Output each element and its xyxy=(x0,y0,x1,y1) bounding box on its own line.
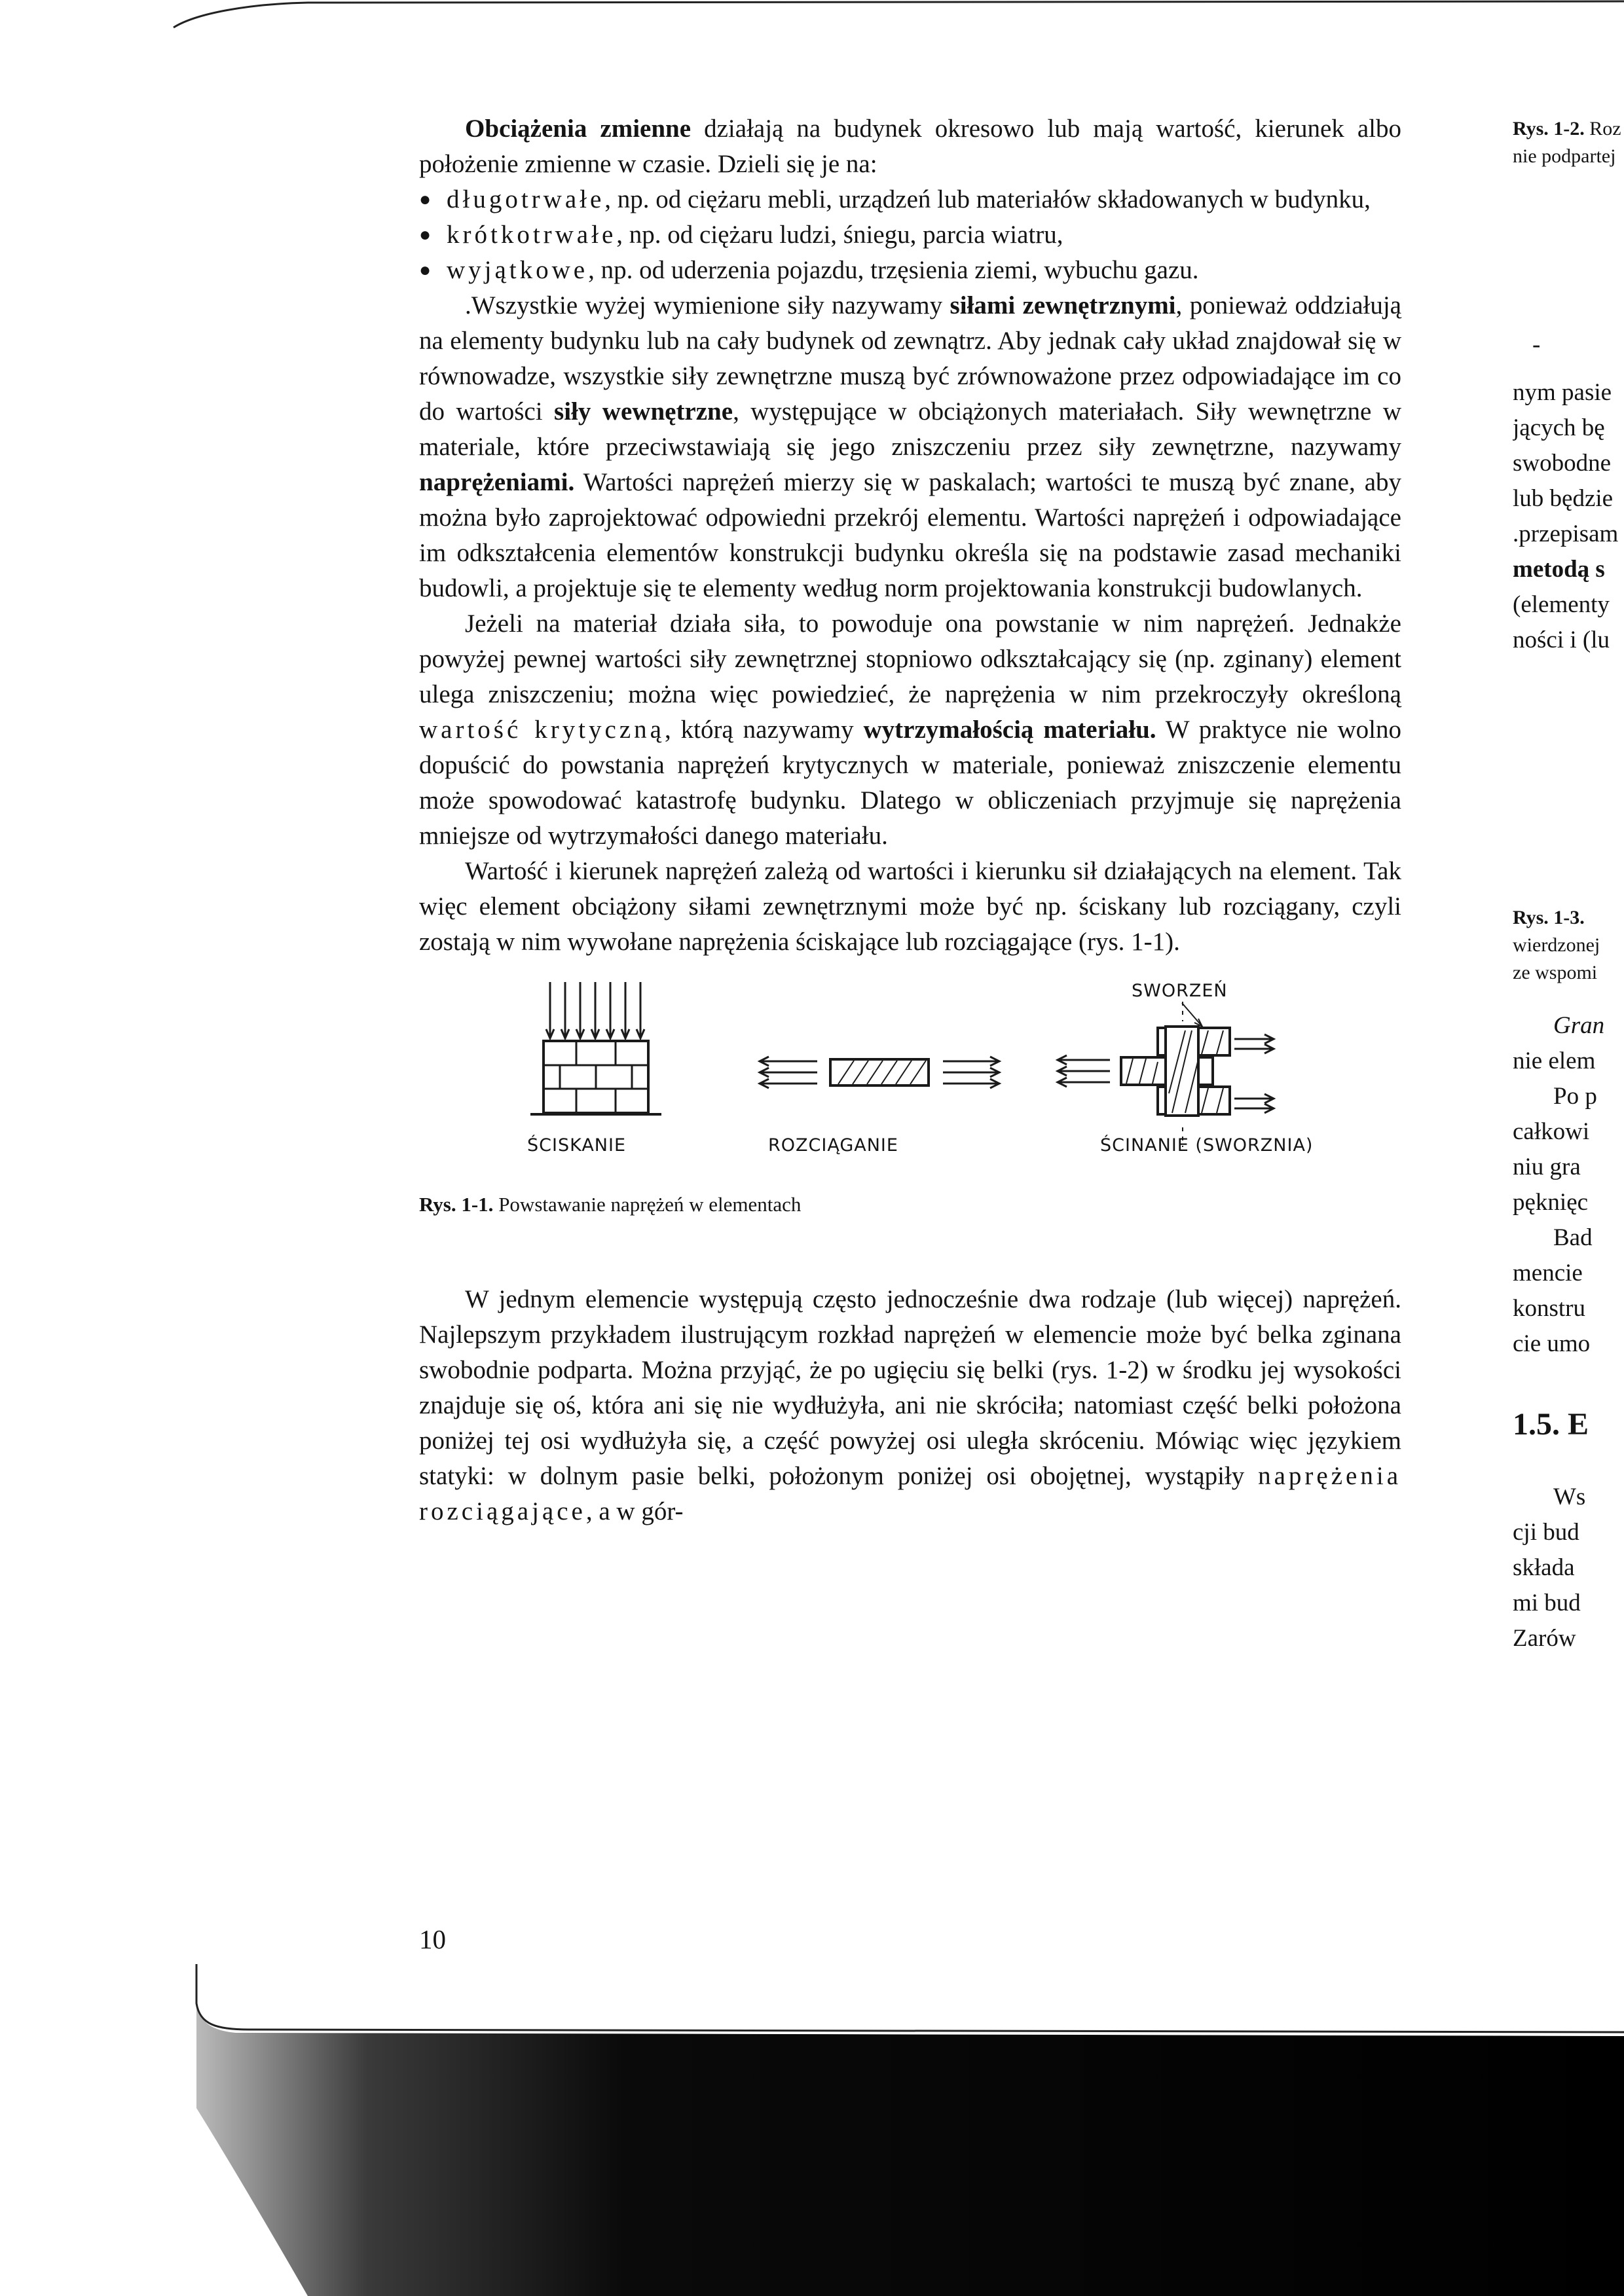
fragment-line: Ws xyxy=(1553,1484,1586,1510)
text-run: W jednym elemencie występują często jednocześnie dwa rodzaje (lub więcej) naprężeń. Najlepszym przykładem ilustrującym rozkład naprężeń w elemencie może być belka zginana swobodnie podparta. Można przyjąć, że po ugięciu się belki (rys. 1-2) w środku jej wysokości znajduje się oś, która ani się nie wydłużyła, ani nie skróciła; natomiast część belki położona poniżej tej osi wydłużyła się, a część powyżej osi uległa skróceniu. Mówiąc więc językiem statyki: w dolnym pasie belki, położonym poniżej osi obojętnej, wystąpiły xyxy=(419,1285,1401,1490)
caption-text: Powstawanie naprężeń w elementach xyxy=(493,1193,802,1216)
text-run: , ponieważ oddziałują na elementy budynku lub na cały budynek od zewnątrz. Aby jednak cały układ znajdował się w równowadze, wszystkie siły zewnętrzne muszą być zrównoważone przez odpowiadające im co do wartości xyxy=(419,291,1401,426)
fragment-line: Zarów xyxy=(1513,1625,1576,1652)
list-item-term: wyjątkowe xyxy=(447,256,589,284)
caption-number: Rys. 1-3. xyxy=(1513,907,1585,928)
stress-direction-paragraph: Wartość i kierunek naprężeń zależą od wartości i kierunku sił działających na element. Tak więc element obciążony siłami zewnętrznymi może być np. ściskany lub rozciągany, czyli zostają w nim wywołane naprężenia ściskające lub rozciągające (rys. 1-1). xyxy=(419,857,1401,956)
text-run: Wartości naprężeń mierzy się w paskalach; wartości te muszą być znane, aby można było zaprojektować odpowiedni przekrój elementu. Wartości naprężeń i odpowiadające im odkształcenia elementów konstrukcji budynku określa się na podstawie zasad mechaniki budowli, a projektuje się te elementy według norm projektowania konstrukcji budowlanych. xyxy=(419,468,1401,602)
fragment-line: swobodne xyxy=(1513,450,1612,477)
fragment-line: metodą s xyxy=(1513,556,1605,583)
fragment-line: lub będzie xyxy=(1513,485,1614,512)
fragment-line: .przepisam xyxy=(1513,520,1619,547)
fragment-line: nym pasie xyxy=(1513,379,1612,406)
fragment-line: całkowi xyxy=(1513,1118,1590,1145)
term-material-strength: wytrzymałością materiału. xyxy=(863,716,1156,744)
text-run: , którą nazywamy xyxy=(664,716,864,744)
stray-mark: - xyxy=(1532,331,1541,358)
fragment-line: cji bud xyxy=(1513,1519,1579,1546)
intro-text: działają na budynek okresowo lub mają wartość, kierunek albo położenie zmienne w czasie. Dzieli się je na: xyxy=(419,115,1401,178)
fragment-line: mi bud xyxy=(1513,1590,1581,1616)
fragment-line: konstru xyxy=(1513,1295,1585,1322)
fragment-line: Gran xyxy=(1553,1012,1605,1039)
label-pin: SWORZEŃ xyxy=(1132,981,1228,1001)
text-run: , występujące w obciążonych materiałach. Siły wewnętrzne w materiale, które przeciwstawiają się jego zniszczeniu przez siły zewnętrzne, nazywamy xyxy=(419,397,1401,461)
caption-number: Rys. 1-1. xyxy=(419,1193,494,1216)
fragment-line: Bad xyxy=(1553,1224,1593,1251)
fragment-line: mencie xyxy=(1513,1260,1583,1286)
fragment-line: cie umo xyxy=(1513,1330,1591,1357)
list-item-term: długotrwałe xyxy=(447,185,605,213)
fragment-line: nie elem xyxy=(1513,1048,1596,1074)
fragment-line: składa xyxy=(1513,1554,1575,1581)
list-item-text: , np. od ciężaru ludzi, śniegu, parcia wiatru, xyxy=(616,221,1063,249)
text-run: W praktyce nie wolno dopuścić do powstania naprężeń krytycznych w materiale, ponieważ zniszczenie elementu może spowodować katastrofę budynku. Dlatego w obliczeniach przyjmuje się naprężenia mniejsze od wytrzymałości danego materiału. xyxy=(419,716,1401,850)
term-critical-value: wartość krytyczną xyxy=(419,716,665,744)
term-internal-forces: siły wewnętrzne xyxy=(554,397,733,426)
term-external-forces: siłami zewnętrznymi xyxy=(950,291,1176,319)
caption-text: nie podpartej xyxy=(1513,145,1616,167)
caption-text: wierdzonej xyxy=(1513,934,1600,956)
fragment-line: niu gra xyxy=(1513,1154,1581,1180)
text-run: Jeżeli na materiał działa siła, to powoduje ona powstanie w nim naprężeń. Jednakże powyżej pewnej wartości siły zewnętrznej stopniowo odkształcający się (np. zginany) element ulega zniszczeniu; można więc powiedzieć, że naprężenia w nim przekroczyły określoną xyxy=(419,610,1401,708)
fragment-line: jących bę xyxy=(1513,414,1605,441)
page-number: 10 xyxy=(419,1924,446,1954)
fragment-line: (elementy xyxy=(1513,591,1610,618)
fragment-line: Po p xyxy=(1553,1083,1597,1110)
fragment-line: pęknięc xyxy=(1513,1189,1589,1216)
text-run: .Wszystkie wyżej wymienione siły nazywamy xyxy=(465,291,950,319)
list-item-text: , np. od uderzenia pojazdu, trzęsienia ziemi, wybuchu gazu. xyxy=(588,256,1199,284)
fragment-line: ności i (lu xyxy=(1513,627,1610,653)
term-tensile-stresses: naprężenia rozciągające xyxy=(419,1462,1401,1525)
term-stresses: naprężeniami. xyxy=(419,468,575,496)
section-heading: 1.5. E xyxy=(1513,1407,1589,1442)
caption-text: Roz xyxy=(1589,118,1621,139)
list-item-term: krótkotrwałe xyxy=(447,221,617,249)
label-compression: ŚCISKANIE xyxy=(527,1135,627,1156)
term-variable-loads: Obciążenia zmienne xyxy=(465,115,692,143)
list-item-text: , np. od ciężaru mebli, urządzeń lub materiałów składowanych w budynku, xyxy=(604,185,1371,213)
caption-number: Rys. 1-2. xyxy=(1513,118,1585,139)
text-run: , a w gór- xyxy=(585,1497,684,1525)
label-shear: ŚCINANIE (SWORZNIA) xyxy=(1100,1135,1314,1156)
label-tension: ROZCIĄGANIE xyxy=(768,1135,898,1156)
caption-text: ze wspomi xyxy=(1513,962,1598,983)
